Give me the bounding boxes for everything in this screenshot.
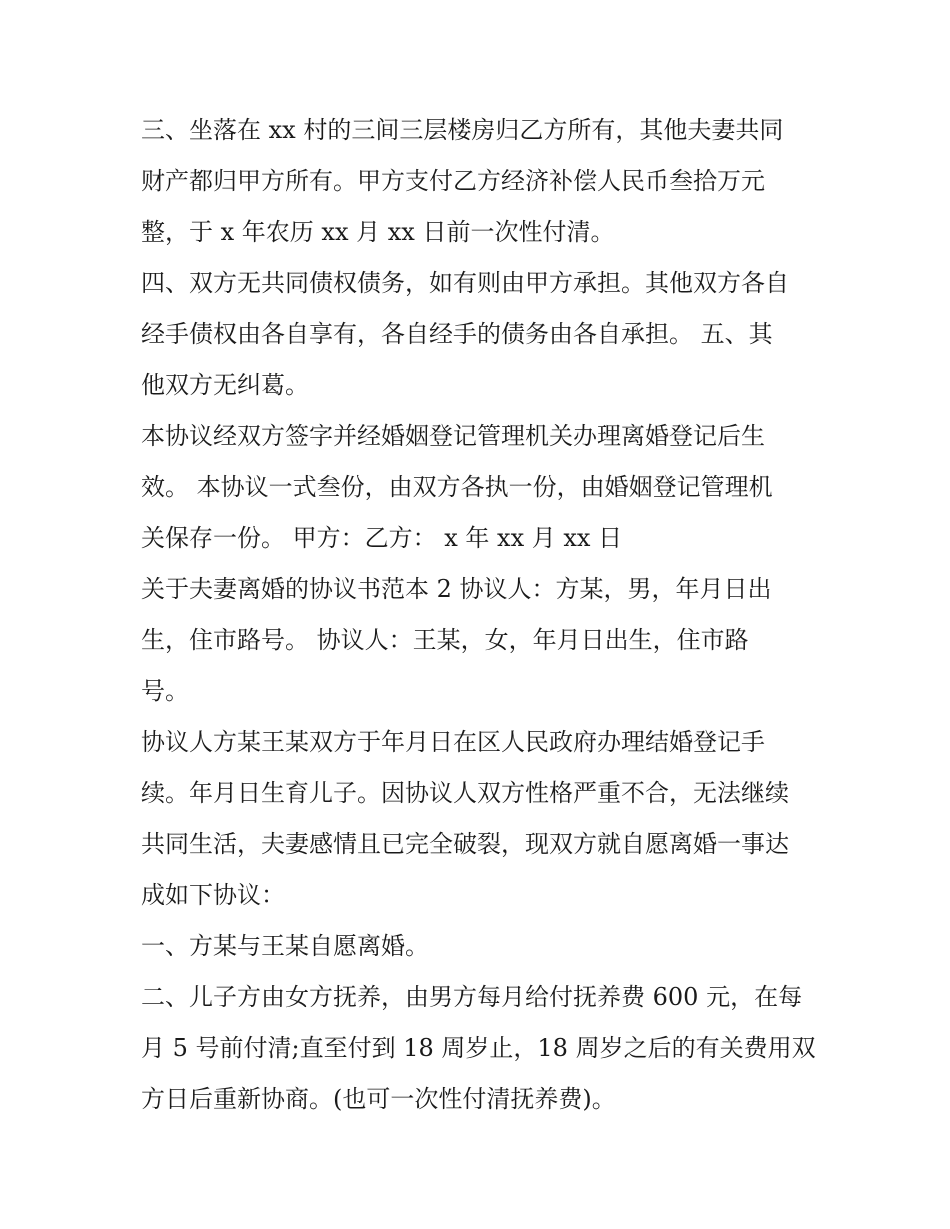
document-body [141,105,821,1125]
text-line: 关保存一份。 甲方：乙方： x 年 xx 月 xx 日 [141,524,623,552]
text-line: 一、方某与王某自愿离婚。 [141,932,429,960]
text-line: 关于夫妻离婚的协议书范本 2 协议人：方某，男，年月日出 [141,575,772,603]
paragraph-clause-1 [141,921,821,972]
paragraph-sample-2-parties [141,564,821,717]
text-line: 他双方无纠葛。 [141,371,309,399]
paragraph-effect-and-signatures [141,411,821,564]
paragraph-clause-2 [141,972,821,1125]
text-line: 三、坐落在 xx 村的三间三层楼房归乙方所有，其他夫妻共同 [141,116,784,144]
text-line: 续。年月日生育儿子。因协议人双方性格严重不合，无法继续 [141,779,789,807]
text-line: 共同生活，夫妻感情且已完全破裂，现双方就自愿离婚一事达 [141,830,789,858]
paragraph-property-division [141,105,821,258]
text-line: 方日后重新协商。(也可一次性付清抚养费)。 [141,1085,616,1113]
text-line: 月 5 号前付清;直至付到 18 周岁止，18 周岁之后的有关费用双 [141,1034,816,1062]
text-line: 财产都归甲方所有。甲方支付乙方经济补偿人民币叁拾万元 [141,167,765,195]
paragraph-debts [141,258,821,411]
paragraph-background [141,717,821,921]
text-line: 本协议经双方签字并经婚姻登记管理机关办理离婚登记后生 [141,422,765,450]
text-line: 四、双方无共同债权债务，如有则由甲方承担。其他双方各自 [141,269,789,297]
text-line: 生，住市路号。 协议人：王某，女，年月日出生，住市路 [141,626,749,654]
text-line: 整，于 x 年农历 xx 月 xx 日前一次性付清。 [141,218,615,246]
text-line: 成如下协议： [141,881,285,909]
text-line: 号。 [141,677,189,705]
text-line: 效。 本协议一式叁份，由双方各执一份，由婚姻登记管理机 [141,473,773,501]
text-line: 协议人方某王某双方于年月日在区人民政府办理结婚登记手 [141,728,765,756]
text-line: 经手债权由各自享有，各自经手的债务由各自承担。 五、其 [141,320,773,348]
text-line: 二、儿子方由女方抚养，由男方每月给付抚养费 600 元，在每 [141,983,803,1011]
